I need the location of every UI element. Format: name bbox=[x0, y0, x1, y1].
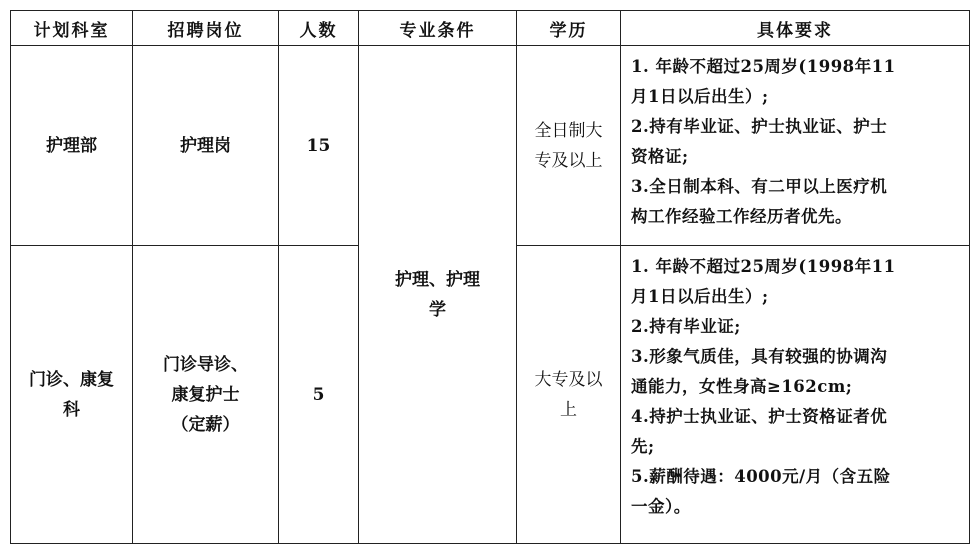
header-major: 专业条件 bbox=[359, 11, 517, 46]
requirement-line: 1. 年龄不超过25周岁(1998年11 bbox=[631, 257, 896, 276]
education-cell bbox=[517, 246, 621, 544]
education-cell bbox=[517, 46, 621, 246]
position-cell: 护理岗 bbox=[133, 46, 279, 246]
position-line: （定薪） bbox=[171, 414, 240, 435]
header-count: 人数 bbox=[279, 11, 359, 46]
major-line: 护理、护理 bbox=[395, 269, 480, 290]
position-cell bbox=[133, 246, 279, 544]
requirement-line: 通能力，女性身高≥162cm; bbox=[631, 377, 853, 396]
position-line: 门诊导诊、 bbox=[163, 354, 248, 375]
education-line: 全日制大 bbox=[534, 120, 603, 141]
count-cell: 15 bbox=[279, 46, 359, 246]
requirements-cell bbox=[621, 46, 970, 246]
header-department: 计划科室 bbox=[11, 11, 133, 46]
requirement-line: 4.持护士执业证、护士资格证者优 bbox=[631, 407, 888, 426]
requirement-line: 3.全日制本科、有二甲以上医疗机 bbox=[631, 177, 888, 196]
header-position: 招聘岗位 bbox=[133, 11, 279, 46]
requirements-cell bbox=[621, 246, 970, 544]
requirement-line: 资格证; bbox=[631, 147, 689, 166]
requirement-line: 2.持有毕业证、护士执业证、护士 bbox=[631, 117, 888, 136]
table-row bbox=[11, 46, 970, 246]
requirement-line: 月1日以后出生）; bbox=[631, 87, 769, 106]
requirement-line: 先; bbox=[631, 437, 655, 456]
recruitment-table bbox=[10, 10, 970, 544]
requirement-line: 3.形象气质佳，具有较强的协调沟 bbox=[631, 347, 888, 366]
requirement-line: 一金）。 bbox=[631, 497, 691, 516]
count-cell: 5 bbox=[279, 246, 359, 544]
education-line: 上 bbox=[560, 399, 577, 420]
department-line: 门诊、康复 bbox=[29, 369, 114, 390]
requirement-line: 构工作经验工作经历者优先。 bbox=[631, 207, 852, 226]
department-cell: 护理部 bbox=[11, 46, 133, 246]
department-cell bbox=[11, 246, 133, 544]
department-line: 科 bbox=[63, 399, 80, 420]
position-line: 康复护士 bbox=[171, 384, 240, 405]
major-line: 学 bbox=[429, 299, 446, 320]
requirement-line: 1. 年龄不超过25周岁(1998年11 bbox=[631, 57, 896, 76]
header-requirements: 具体要求 bbox=[621, 11, 970, 46]
requirement-line: 5.薪酬待遇：4000元/月（含五险 bbox=[631, 467, 891, 486]
requirement-line: 2.持有毕业证; bbox=[631, 317, 741, 336]
education-line: 大专及以 bbox=[534, 369, 603, 390]
education-line: 专及以上 bbox=[534, 150, 603, 171]
header-education: 学历 bbox=[517, 11, 621, 46]
major-cell bbox=[359, 46, 517, 544]
requirement-line: 月1日以后出生）; bbox=[631, 287, 769, 306]
table-header-row bbox=[11, 11, 970, 46]
